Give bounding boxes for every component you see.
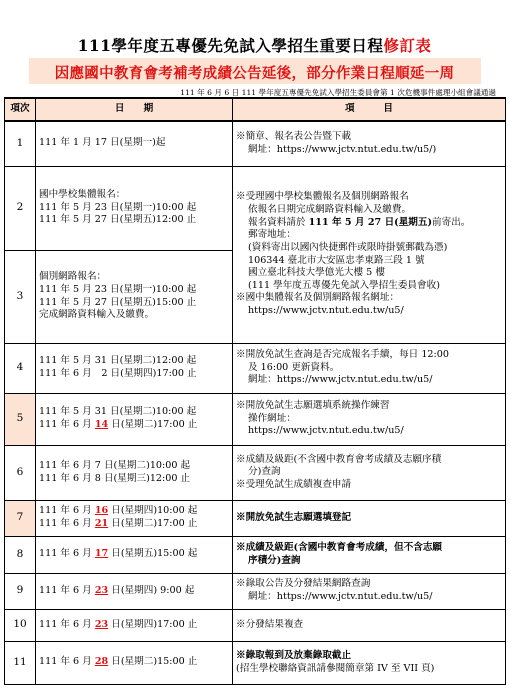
table-row <box>5 500 506 536</box>
table-row <box>5 573 506 609</box>
table-row <box>5 343 506 393</box>
row-date: 111 年 6 月 23 日(星期四)17:00 止 <box>36 609 233 641</box>
title-main: 111學年度五專優先免試入學招生重要日程 <box>77 36 384 55</box>
table-row <box>5 445 506 500</box>
header-date: 日 期 <box>36 98 233 121</box>
row-number: 9 <box>5 573 36 609</box>
schedule-table <box>4 97 506 685</box>
row-date: 111 年 6 月 23 日(星期四) 9:00 起 <box>36 573 233 609</box>
table-row <box>5 641 506 684</box>
row-date: 個別網路報名： 111 年 5 月 23 日(星期一)10:00 起 111 年 5 月 27 日(星期五)15:00 止 完成網路資料輸入及繳費。 <box>36 250 233 343</box>
table-row <box>5 536 506 573</box>
row-item: ※成績及級距(不含國中教育會考成績及志願序積 分)查詢 ※受理免試生成績複查申請 <box>233 445 506 500</box>
row-item: ※成績及級距(含國中教育會考成績，但不含志願 序積分)查詢 <box>233 536 506 573</box>
title-revision: 修訂表 <box>383 36 432 55</box>
row-date: 111 年 5 月 31 日(星期二)10:00 起 111 年 6 月 14 日(星期二)17:00 止 <box>36 393 233 445</box>
row-item: ※開放免試生查詢是否完成報名手續，每日 12:00 及 16:00 更新資料。 網址：https://www.jctv.ntut.edu.tw/u5/ <box>233 343 506 393</box>
row-date: 111 年 6 月 7 日(星期二)10:00 起 111 年 6 月 8 日(星期三)12:00 止 <box>36 445 233 500</box>
row-number: 5 <box>5 393 36 445</box>
table-row <box>5 609 506 641</box>
row-number: 1 <box>5 121 36 166</box>
row-number: 7 <box>5 500 36 536</box>
table-row <box>5 393 506 445</box>
row-date: 國中學校集體報名： 111 年 5 月 23 日(星期一)10:00 起 111 年 5 月 27 日(星期五)12:00 止 <box>36 166 233 250</box>
row-date: 111 年 6 月 17 日(星期五)15:00 起 <box>36 536 233 573</box>
row-item: ※分發結果複查 <box>233 609 506 641</box>
table-header-row <box>5 98 506 121</box>
row-number: 4 <box>5 343 36 393</box>
row-date: 111 年 5 月 31 日(星期二)12:00 起 111 年 6 月 2 日(星期四)17:00 止 <box>36 343 233 393</box>
header-no: 項次 <box>5 98 36 121</box>
approval-note: 111 年 6 月 6 日 111 學年度五專優先免試入學招生委員會第 1 次危機事件處理小組會議通過 <box>180 88 496 97</box>
row-number: 11 <box>5 641 36 684</box>
row-item: ※開放免試生志願選填登記 <box>233 500 506 536</box>
table-row <box>5 166 506 250</box>
subtitle: 因應國中教育會考補考成績公告延後，部分作業日程順延一周 <box>54 65 455 82</box>
header-item: 項 目 <box>233 98 506 121</box>
row-number: 10 <box>5 609 36 641</box>
page-title <box>0 34 509 56</box>
row-number: 3 <box>5 250 36 343</box>
row-item: ※錄取報到及放棄錄取截止 (招生學校聯絡資訊請參閱簡章第 IV 至 VII 頁) <box>233 641 506 684</box>
row-date: 111 年 6 月 16 日(星期四)10:00 起 111 年 6 月 21 日(星期二)17:00 止 <box>36 500 233 536</box>
row-number: 8 <box>5 536 36 573</box>
row-item: ※簡章、報名表公告暨下載 網址：https://www.jctv.ntut.edu.tw/u5/) <box>233 121 506 166</box>
row-date: 111 年 6 月 28 日(星期二)15:00 止 <box>36 641 233 684</box>
table-row <box>5 121 506 166</box>
row-date: 111 年 1 月 17 日(星期一)起 <box>36 121 233 166</box>
row-number: 6 <box>5 445 36 500</box>
row-item: ※錄取公告及分發結果網路查詢 網址：https://www.jctv.ntut.edu.tw/u5/ <box>233 573 506 609</box>
row-item: ※開放免試生志願選填系統操作練習 操作網址： https://www.jctv.ntut.edu.tw/u5/ <box>233 393 506 445</box>
row-item: ※受理國中學校集體報名及個別網路報名 依報名日期完成網路資料輸入及繳費。 報名資料請於 111 年 5 月 27 日(星期五)前寄出。 郵寄地址： (資料寄出以國內快捷郵件或限時掛號郵戳為憑) 106344 臺北市大安區忠孝東路三段 1 號 國立臺北科技大學億光大樓 5 樓 (111 學年度五專優先免試入學招生委員會收) ※國中集體報名及個別網路報名網址： https://www.jctv.ntut.edu.tw/u5/ <box>233 166 506 343</box>
row-number: 2 <box>5 166 36 250</box>
